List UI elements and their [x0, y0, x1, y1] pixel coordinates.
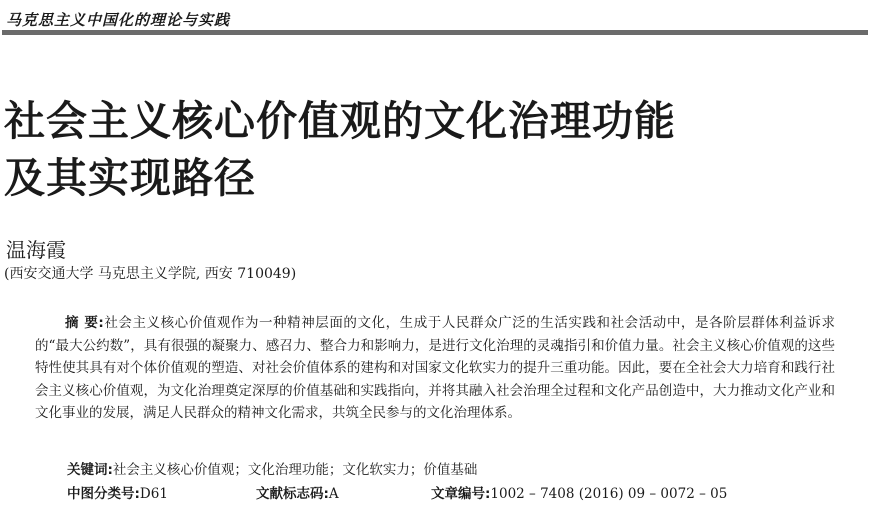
abstract [35, 312, 835, 425]
clc-number [67, 482, 168, 502]
doc-code-value: A [328, 486, 339, 502]
clc-value: D61 [139, 486, 168, 502]
abstract-text: 社会主义核心价值观作为一种精神层面的文化，生成于人民群众广泛的生活实践和社会活动中，是各阶层群体利益诉求的“最大公约数”，具有很强的凝聚力、感召力、整合力和影响力，是进行文化治理的灵魂指引和价值力量。社会主义核心价值观的这些特性使其具有对个体价值观的塑造、对社会价值体系的建构和对国家文化软实力的提升三重功能。因此，要在全社会大力培育和践行社会主义核心价值观，为文化治理奠定深厚的价值基础和实践指向，并将其融入社会治理全过程和文化产品创造中，大力推动文化产业和文化事业的发展，满足人民群众的精神文化需求，共筑全民参与的文化治理体系。 [35, 315, 836, 421]
keywords-text: 社会主义核心价值观；文化治理功能；文化软实力；价值基础 [112, 462, 478, 478]
article-title-line-2: 及其实现路径 [4, 154, 256, 202]
document-code [256, 482, 339, 502]
article-title-line-1: 社会主义核心价值观的文化治理功能 [4, 97, 676, 145]
article-no-value: 1002 – 7408 (2016) 09 – 0072 – 05 [490, 486, 728, 502]
keywords [67, 458, 477, 478]
article-number [431, 482, 727, 502]
abstract-label: 摘 要: [65, 315, 104, 331]
doc-code-label: 文献标志码: [256, 486, 329, 502]
clc-label: 中图分类号: [67, 486, 140, 502]
journal-section-header: 马克思主义中国化的理论与实践 [6, 11, 231, 29]
header-rule [2, 30, 868, 35]
author-name: 温海霞 [6, 238, 66, 262]
article-no-label: 文章编号: [431, 486, 491, 502]
keywords-label: 关键词: [67, 462, 113, 478]
author-affiliation: (西安交通大学 马克思主义学院, 西安 710049) [4, 266, 297, 282]
